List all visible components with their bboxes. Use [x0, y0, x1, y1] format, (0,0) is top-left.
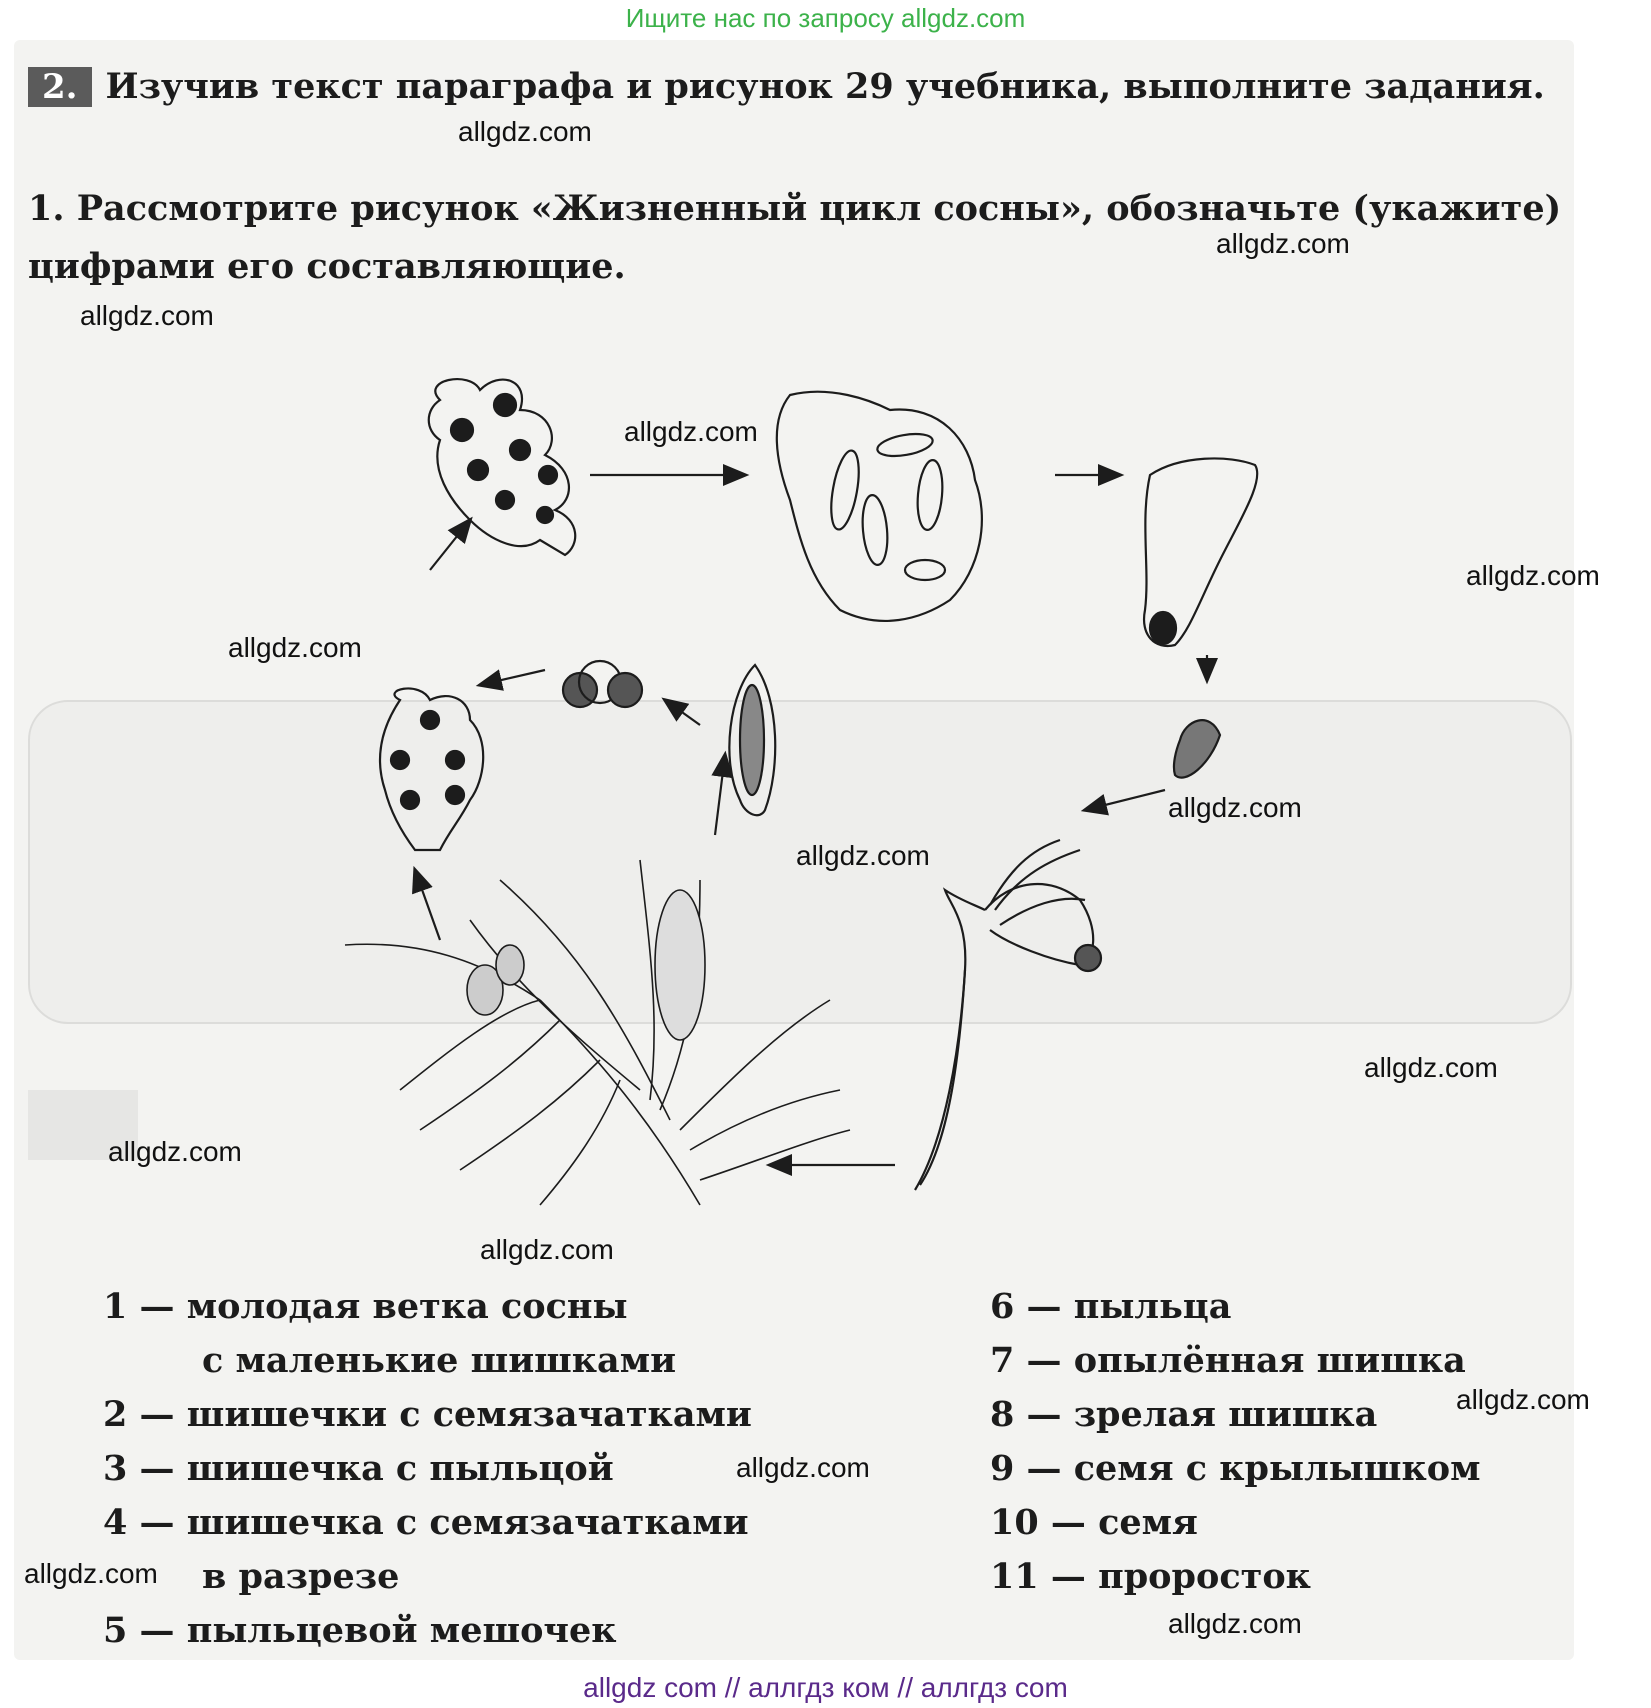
seed-drawing	[1174, 720, 1220, 777]
legend-item: 4 — шишечка с семязачатками	[103, 1502, 749, 1543]
watermark: allgdz.com	[1364, 1052, 1498, 1083]
task-heading-text: Изучив текст параграфа и рисунок 29 учебника, выполните задания.	[105, 66, 1545, 107]
top-banner[interactable]: Ищите нас по запросу allgdz.com	[625, 3, 1026, 33]
arrow-10	[430, 520, 470, 570]
legend-item: 10 — семя	[990, 1502, 1198, 1543]
watermark: allgdz.com	[458, 116, 592, 147]
watermark: allgdz.com	[80, 300, 214, 331]
watermark: allgdz.com	[736, 1452, 870, 1483]
watermark: allgdz.com	[1168, 1608, 1302, 1639]
legend-item: 2 — шишечки с семязачатками	[103, 1394, 752, 1435]
task-number-badge: 2.	[28, 67, 92, 107]
watermark: allgdz.com	[480, 1234, 614, 1265]
legend-item: с маленькие шишками	[202, 1340, 677, 1381]
watermark: allgdz.com	[228, 632, 362, 663]
arrow-4	[1085, 790, 1165, 810]
legend-item: 5 — пыльцевой мешочек	[103, 1610, 617, 1651]
legend-item: в разрезе	[202, 1556, 400, 1597]
legend-item: 9 — семя с крылышком	[990, 1448, 1481, 1489]
arrow-6	[715, 755, 725, 835]
seedling-drawing	[915, 840, 1101, 1190]
legend-item: 6 — пыльца	[990, 1286, 1232, 1327]
legend-item: 8 — зрелая шишка	[990, 1394, 1378, 1435]
arrow-8	[480, 670, 545, 685]
winged-seed-drawing	[1144, 458, 1257, 646]
pollen-drawing	[563, 661, 642, 707]
watermark: allgdz.com	[1466, 560, 1600, 591]
watermark: allgdz.com	[24, 1558, 158, 1589]
watermark: allgdz.com	[1456, 1384, 1590, 1415]
footer-watermark[interactable]: allgdz com // аллгдз ком // аллгдз com	[583, 1672, 1068, 1703]
legend-item: 7 — опылённая шишка	[990, 1340, 1466, 1381]
pine-branch-drawing	[345, 860, 850, 1205]
small-cone-drawing	[380, 688, 483, 850]
arrow-7	[665, 700, 700, 725]
pollen-sac-drawing	[729, 665, 775, 815]
watermark: allgdz.com	[624, 416, 758, 447]
legend-item: 3 — шишечка с пыльцой	[103, 1448, 614, 1489]
cone-with-ovules-drawing	[429, 379, 575, 555]
legend-left	[103, 1280, 752, 1658]
legend-right	[990, 1280, 1480, 1604]
pollinated-cone-section-drawing	[777, 392, 982, 621]
task-question: 1. Рассмотрите рисунок «Жизненный цикл сосны», обозначьте (укажите) цифрами его составляющие.	[28, 188, 1562, 287]
watermark: allgdz.com	[796, 840, 930, 871]
watermark: allgdz.com	[108, 1136, 242, 1167]
legend-item: 11 — проросток	[990, 1556, 1311, 1597]
watermark: allgdz.com	[1216, 228, 1350, 259]
arrow-9	[415, 870, 440, 940]
watermark: allgdz.com	[1168, 792, 1302, 823]
legend-item: 1 — молодая ветка сосны	[103, 1286, 628, 1327]
